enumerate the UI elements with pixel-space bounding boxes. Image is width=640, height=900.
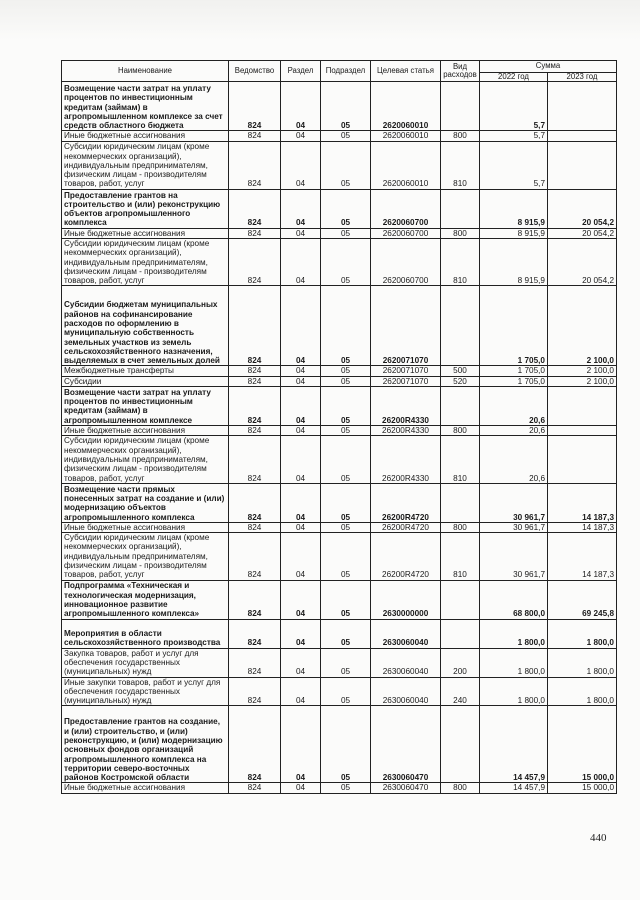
row-section-cell: 04 [281, 82, 321, 131]
table-row [62, 82, 617, 131]
row-sum-2023-cell: 20 054,2 [548, 239, 617, 286]
row-name-cell: Иные бюджетные ассигнования [62, 522, 229, 532]
row-expense-type-cell: 810 [441, 533, 480, 580]
row-subsection-cell: 05 [321, 533, 371, 580]
row-expense-type-cell: 810 [441, 436, 480, 483]
row-section-cell: 04 [281, 677, 321, 706]
row-sum-2023-cell [548, 131, 617, 141]
table-row [62, 677, 617, 706]
row-subsection-cell: 05 [321, 131, 371, 141]
row-department-cell: 824 [229, 189, 281, 228]
row-subsection-cell: 05 [321, 436, 371, 483]
row-section-cell: 04 [281, 376, 321, 386]
row-department-cell: 824 [229, 580, 281, 619]
row-sum-2023-cell: 1 800,0 [548, 619, 617, 648]
row-sum-2022-cell: 1 705,0 [480, 286, 548, 366]
row-sum-2023-cell: 2 100,0 [548, 376, 617, 386]
row-section-cell: 04 [281, 580, 321, 619]
page-number: 440 [590, 832, 607, 844]
row-department-cell: 824 [229, 619, 281, 648]
row-expense-type-cell: 200 [441, 648, 480, 677]
row-target-cell: 2620071070 [371, 286, 441, 366]
row-sum-2022-cell: 30 961,7 [480, 533, 548, 580]
row-section-cell: 04 [281, 387, 321, 426]
row-target-cell: 26200R4720 [371, 533, 441, 580]
row-name-cell: Иные закупки товаров, работ и услуг для обеспечения государственных (муниципальных) нужд [62, 677, 229, 706]
row-target-cell: 2630060470 [371, 783, 441, 793]
row-target-cell: 2630000000 [371, 580, 441, 619]
row-expense-type-cell [441, 387, 480, 426]
table-row [62, 706, 617, 783]
row-name-cell: Подпрограмма «Техническая и технологическая модернизация, инновационное развитие агропромышленного комплекса» [62, 580, 229, 619]
table-row [62, 376, 617, 386]
header-year-2023: 2023 год [548, 73, 617, 82]
row-section-cell: 04 [281, 522, 321, 532]
row-target-cell: 2620060010 [371, 141, 441, 189]
row-sum-2022-cell: 5,7 [480, 141, 548, 189]
row-target-cell: 2620071070 [371, 376, 441, 386]
row-name-cell: Межбюджетные трансферты [62, 366, 229, 376]
table-row [62, 648, 617, 677]
row-sum-2022-cell: 30 961,7 [480, 522, 548, 532]
row-sum-2023-cell: 15 000,0 [548, 783, 617, 793]
table-row [62, 366, 617, 376]
row-sum-2022-cell: 68 800,0 [480, 580, 548, 619]
header-section: Раздел [281, 61, 321, 82]
header-subsection: Подраздел [321, 61, 371, 82]
row-department-cell: 824 [229, 387, 281, 426]
row-department-cell: 824 [229, 286, 281, 366]
row-subsection-cell: 05 [321, 366, 371, 376]
table-row [62, 783, 617, 793]
row-sum-2023-cell: 14 187,3 [548, 522, 617, 532]
row-name-cell: Субсидии юридическим лицам (кроме некоммерческих организаций), индивидуальным предпринимателям, физическим лицам - производителям товаров, работ, услуг [62, 533, 229, 580]
row-target-cell: 2630060040 [371, 619, 441, 648]
row-name-cell: Субсидии бюджетам муниципальных районов на софинансирование расходов по оформлению в муниципальную собственность земельных участков из земель сельскохозяйственного назначения, выделяемых в счет земельных долей [62, 286, 229, 366]
row-expense-type-cell: 240 [441, 677, 480, 706]
row-sum-2022-cell: 8 915,9 [480, 189, 548, 228]
header-name: Наименование [62, 61, 229, 82]
table-row [62, 522, 617, 532]
row-sum-2023-cell: 2 100,0 [548, 366, 617, 376]
row-sum-2022-cell: 20,6 [480, 387, 548, 426]
row-target-cell: 2630060040 [371, 677, 441, 706]
row-sum-2023-cell: 20 054,2 [548, 228, 617, 238]
row-department-cell: 824 [229, 706, 281, 783]
row-sum-2022-cell: 20,6 [480, 436, 548, 483]
table-row [62, 387, 617, 426]
row-sum-2023-cell: 20 054,2 [548, 189, 617, 228]
row-department-cell: 824 [229, 677, 281, 706]
row-sum-2022-cell: 30 961,7 [480, 483, 548, 522]
row-section-cell: 04 [281, 436, 321, 483]
row-department-cell: 824 [229, 483, 281, 522]
row-name-cell: Возмещение части затрат на уплату процентов по инвестиционным кредитам (займам) в агропромышленном комплексе [62, 387, 229, 426]
row-subsection-cell: 05 [321, 648, 371, 677]
budget-table [61, 60, 617, 794]
row-department-cell: 824 [229, 783, 281, 793]
row-sum-2022-cell: 14 457,9 [480, 783, 548, 793]
row-expense-type-cell: 500 [441, 366, 480, 376]
table-row [62, 228, 617, 238]
row-subsection-cell: 05 [321, 426, 371, 436]
row-expense-type-cell: 810 [441, 239, 480, 286]
row-section-cell: 04 [281, 783, 321, 793]
row-sum-2023-cell [548, 426, 617, 436]
row-name-cell: Субсидии юридическим лицам (кроме некоммерческих организаций), индивидуальным предпринимателям, физическим лицам - производителям товаров, работ, услуг [62, 436, 229, 483]
row-section-cell: 04 [281, 426, 321, 436]
table-row [62, 619, 617, 648]
row-section-cell: 04 [281, 706, 321, 783]
table-row [62, 189, 617, 228]
row-sum-2022-cell: 5,7 [480, 82, 548, 131]
row-expense-type-cell [441, 706, 480, 783]
row-section-cell: 04 [281, 366, 321, 376]
row-expense-type-cell: 810 [441, 141, 480, 189]
row-target-cell: 26200R4720 [371, 522, 441, 532]
row-expense-type-cell: 800 [441, 131, 480, 141]
table-body [62, 82, 617, 793]
row-name-cell: Субсидии [62, 376, 229, 386]
row-expense-type-cell [441, 82, 480, 131]
row-department-cell: 824 [229, 426, 281, 436]
row-target-cell: 26200R4720 [371, 483, 441, 522]
row-sum-2022-cell: 1 705,0 [480, 366, 548, 376]
row-subsection-cell: 05 [321, 189, 371, 228]
row-subsection-cell: 05 [321, 141, 371, 189]
row-sum-2022-cell: 14 457,9 [480, 706, 548, 783]
row-section-cell: 04 [281, 533, 321, 580]
row-subsection-cell: 05 [321, 286, 371, 366]
row-target-cell: 26200R4330 [371, 426, 441, 436]
table-row [62, 533, 617, 580]
row-expense-type-cell [441, 483, 480, 522]
header-department: Ведомство [229, 61, 281, 82]
row-name-cell: Иные бюджетные ассигнования [62, 426, 229, 436]
row-target-cell: 2620060700 [371, 228, 441, 238]
row-sum-2023-cell [548, 141, 617, 189]
row-sum-2023-cell: 2 100,0 [548, 286, 617, 366]
row-department-cell: 824 [229, 82, 281, 131]
row-subsection-cell: 05 [321, 239, 371, 286]
row-name-cell: Иные бюджетные ассигнования [62, 228, 229, 238]
row-target-cell: 26200R4330 [371, 436, 441, 483]
row-target-cell: 26200R4330 [371, 387, 441, 426]
row-section-cell: 04 [281, 141, 321, 189]
row-department-cell: 824 [229, 239, 281, 286]
row-expense-type-cell [441, 286, 480, 366]
row-section-cell: 04 [281, 239, 321, 286]
header-year-2022: 2022 год [480, 73, 548, 82]
row-name-cell: Закупка товаров, работ и услуг для обеспечения государственных (муниципальных) нужд [62, 648, 229, 677]
row-sum-2022-cell: 1 800,0 [480, 648, 548, 677]
table-row [62, 580, 617, 619]
row-expense-type-cell: 800 [441, 522, 480, 532]
table-row [62, 286, 617, 366]
row-section-cell: 04 [281, 619, 321, 648]
row-subsection-cell: 05 [321, 522, 371, 532]
row-department-cell: 824 [229, 648, 281, 677]
row-department-cell: 824 [229, 436, 281, 483]
row-target-cell: 2620060700 [371, 189, 441, 228]
row-sum-2023-cell: 15 000,0 [548, 706, 617, 783]
row-section-cell: 04 [281, 189, 321, 228]
header-expense-type: Вид расходов [441, 61, 480, 82]
row-department-cell: 824 [229, 522, 281, 532]
row-target-cell: 2620060010 [371, 131, 441, 141]
row-subsection-cell: 05 [321, 483, 371, 522]
row-expense-type-cell: 800 [441, 228, 480, 238]
row-department-cell: 824 [229, 533, 281, 580]
row-target-cell: 2620060010 [371, 82, 441, 131]
row-subsection-cell: 05 [321, 387, 371, 426]
row-subsection-cell: 05 [321, 376, 371, 386]
row-expense-type-cell: 520 [441, 376, 480, 386]
row-name-cell: Субсидии юридическим лицам (кроме некоммерческих организаций), индивидуальным предпринимателям, физическим лицам - производителям товаров, работ, услуг [62, 141, 229, 189]
row-subsection-cell: 05 [321, 82, 371, 131]
row-name-cell: Возмещение части затрат на уплату процентов по инвестиционным кредитам (займам) в агропромышленном комплексе за счет средств областного бюджета [62, 82, 229, 131]
row-subsection-cell: 05 [321, 783, 371, 793]
row-target-cell: 2620060700 [371, 239, 441, 286]
row-expense-type-cell [441, 580, 480, 619]
row-section-cell: 04 [281, 483, 321, 522]
row-expense-type-cell: 800 [441, 783, 480, 793]
row-department-cell: 824 [229, 141, 281, 189]
row-department-cell: 824 [229, 366, 281, 376]
row-subsection-cell: 05 [321, 677, 371, 706]
row-department-cell: 824 [229, 228, 281, 238]
row-sum-2023-cell [548, 387, 617, 426]
row-sum-2023-cell [548, 82, 617, 131]
row-sum-2022-cell: 5,7 [480, 131, 548, 141]
row-sum-2023-cell: 1 800,0 [548, 677, 617, 706]
table-row [62, 436, 617, 483]
row-sum-2022-cell: 1 800,0 [480, 619, 548, 648]
row-expense-type-cell [441, 189, 480, 228]
header-sum: Сумма [480, 61, 617, 73]
row-sum-2023-cell: 1 800,0 [548, 648, 617, 677]
row-section-cell: 04 [281, 286, 321, 366]
row-department-cell: 824 [229, 376, 281, 386]
row-subsection-cell: 05 [321, 228, 371, 238]
row-sum-2022-cell: 1 800,0 [480, 677, 548, 706]
table-row [62, 131, 617, 141]
row-section-cell: 04 [281, 131, 321, 141]
row-name-cell: Предоставление грантов на создание, и (или) строительство, и (или) реконструкцию, и (или) модернизацию основных фондов организаций агропромышленного комплекса на территории северо-восточных районов Костромской области [62, 706, 229, 783]
row-subsection-cell: 05 [321, 619, 371, 648]
row-target-cell: 2630060470 [371, 706, 441, 783]
row-name-cell: Иные бюджетные ассигнования [62, 783, 229, 793]
table-row [62, 426, 617, 436]
table-row [62, 239, 617, 286]
row-sum-2022-cell: 20,6 [480, 426, 548, 436]
row-name-cell: Субсидии юридическим лицам (кроме некоммерческих организаций), индивидуальным предпринимателям, физическим лицам - производителям товаров, работ, услуг [62, 239, 229, 286]
row-sum-2023-cell: 69 245,8 [548, 580, 617, 619]
row-name-cell: Иные бюджетные ассигнования [62, 131, 229, 141]
row-sum-2023-cell: 14 187,3 [548, 483, 617, 522]
row-expense-type-cell [441, 619, 480, 648]
row-expense-type-cell: 800 [441, 426, 480, 436]
row-sum-2023-cell [548, 436, 617, 483]
table-row [62, 141, 617, 189]
row-name-cell: Предоставление грантов на строительство и (или) реконструкцию объектов агропромышленного комплекса [62, 189, 229, 228]
table-row [62, 483, 617, 522]
scan-top-shade [0, 0, 640, 40]
row-sum-2023-cell: 14 187,3 [548, 533, 617, 580]
row-target-cell: 2630060040 [371, 648, 441, 677]
row-section-cell: 04 [281, 648, 321, 677]
row-name-cell: Возмещение части прямых понесенных затрат на создание и (или) модернизацию объектов агропромышленного комплекса [62, 483, 229, 522]
row-name-cell: Мероприятия в области сельскохозяйственного производства [62, 619, 229, 648]
row-department-cell: 824 [229, 131, 281, 141]
row-target-cell: 2620071070 [371, 366, 441, 376]
row-subsection-cell: 05 [321, 706, 371, 783]
row-sum-2022-cell: 8 915,9 [480, 228, 548, 238]
header-target: Целевая статья [371, 61, 441, 82]
row-section-cell: 04 [281, 228, 321, 238]
row-subsection-cell: 05 [321, 580, 371, 619]
row-sum-2022-cell: 8 915,9 [480, 239, 548, 286]
row-sum-2022-cell: 1 705,0 [480, 376, 548, 386]
